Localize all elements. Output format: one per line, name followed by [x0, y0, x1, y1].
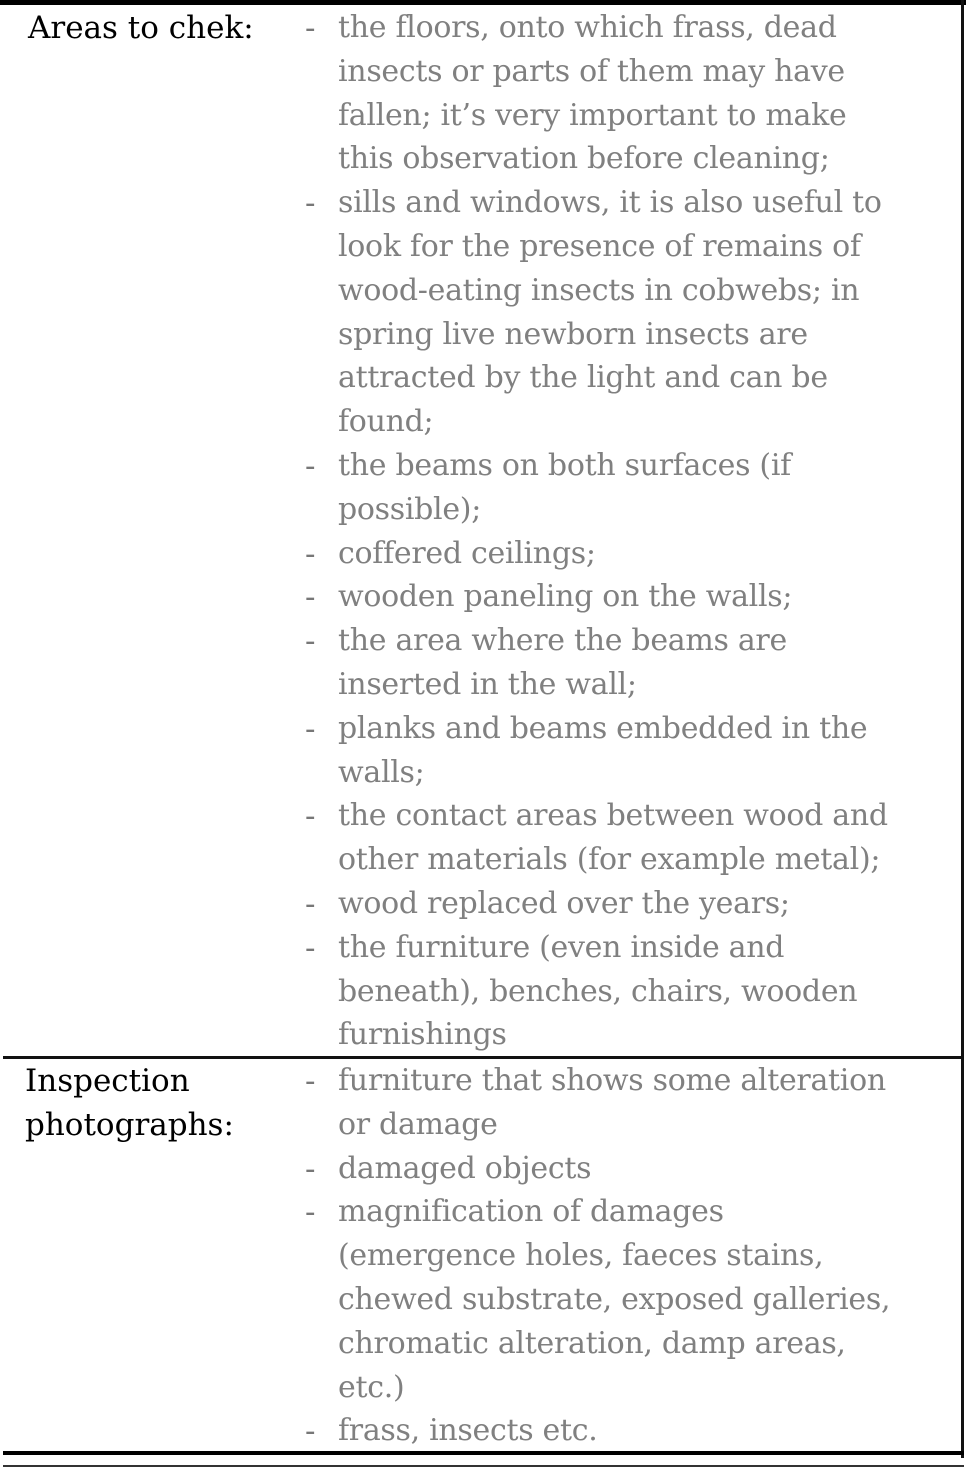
- list-item-text: this observation before cleaning;: [338, 141, 830, 177]
- list-item-text: fallen; it’s very important to make: [338, 97, 847, 133]
- list-item-text: magnification of damages: [338, 1194, 724, 1230]
- list-item-text: inserted in the wall;: [338, 666, 637, 702]
- bullet-dash: -: [305, 710, 316, 747]
- row-label: [25, 1059, 234, 1147]
- list-item-text: the beams on both surfaces (if: [338, 447, 791, 483]
- list-item-text: damaged objects: [338, 1150, 592, 1186]
- row-label: Areas to chek:: [28, 10, 254, 46]
- list-item-text: the contact areas between wood and: [338, 798, 888, 834]
- bullet-dash: -: [305, 623, 316, 660]
- bullet-dash: -: [305, 579, 316, 616]
- list-item: [305, 926, 888, 1057]
- list-item-text: the area where the beams are: [338, 623, 787, 659]
- list-item-text: found;: [338, 404, 434, 440]
- list-item-text: or damage: [338, 1106, 498, 1142]
- list-item: [305, 619, 888, 707]
- list-item-text: sills and windows, it is also useful to: [338, 185, 882, 221]
- list-item-text: wood replaced over the years;: [338, 885, 790, 921]
- list-item-text: spring live newborn insects are: [338, 316, 808, 352]
- list-item: [305, 181, 888, 444]
- list-item-text: beneath), benches, chairs, wooden: [338, 973, 858, 1009]
- row-label-line: Inspection: [25, 1063, 190, 1099]
- list-item: [305, 444, 888, 532]
- list-item-text: planks and beams embedded in the: [338, 710, 868, 746]
- list-item: [305, 794, 888, 882]
- row-label-line: photographs:: [25, 1107, 234, 1143]
- bullet-dash: -: [305, 885, 316, 922]
- list-item-text: possible);: [338, 491, 482, 527]
- bullet-dash: -: [305, 798, 316, 835]
- list-item-text: wood-eating insects in cobwebs; in: [338, 272, 860, 308]
- list-item-text: other materials (for example metal);: [338, 842, 881, 878]
- list-item: [305, 1409, 890, 1453]
- list-item-text: attracted by the light and can be: [338, 360, 828, 396]
- areas-list: [305, 6, 888, 1057]
- list-item-text: furnishings: [338, 1017, 507, 1053]
- bullet-dash: -: [305, 929, 316, 966]
- list-item-text: walls;: [338, 754, 425, 790]
- list-item-text: etc.): [338, 1369, 405, 1405]
- list-item-text: look for the presence of remains of: [338, 228, 861, 264]
- bullet-dash: -: [305, 185, 316, 222]
- list-item-text: chromatic alteration, damp areas,: [338, 1325, 846, 1361]
- table-top-border: [0, 0, 966, 5]
- list-item: [305, 707, 888, 795]
- bullet-dash: -: [305, 447, 316, 484]
- table-bottom-border-secondary: [3, 1465, 964, 1467]
- list-item: [305, 882, 888, 926]
- list-item: [305, 1147, 890, 1191]
- list-item-text: furniture that shows some alteration: [338, 1063, 886, 1098]
- list-item-text: wooden paneling on the walls;: [338, 579, 793, 615]
- list-item-text: insects or parts of them may have: [338, 53, 845, 89]
- list-item-text: the furniture (even inside and: [338, 929, 785, 965]
- list-item: [305, 6, 888, 181]
- bullet-dash: -: [305, 1413, 316, 1450]
- bullet-dash: -: [305, 535, 316, 572]
- photographs-list: [305, 1059, 890, 1453]
- list-item-text: chewed substrate, exposed galleries,: [338, 1281, 891, 1317]
- list-item: [305, 575, 888, 619]
- bullet-dash: -: [305, 1194, 316, 1231]
- bullet-dash: -: [305, 10, 316, 46]
- list-item-text: the floors, onto which frass, dead: [338, 10, 837, 45]
- list-item-text: coffered ceilings;: [338, 535, 596, 571]
- list-item-text: frass, insects etc.: [338, 1413, 598, 1449]
- list-item-text: (emergence holes, faeces stains,: [338, 1238, 824, 1274]
- table-right-border: [961, 0, 964, 1458]
- list-item: [305, 532, 888, 576]
- bullet-dash: -: [305, 1063, 316, 1099]
- bullet-dash: -: [305, 1150, 316, 1187]
- list-item: [305, 1190, 890, 1409]
- list-item: [305, 1059, 890, 1147]
